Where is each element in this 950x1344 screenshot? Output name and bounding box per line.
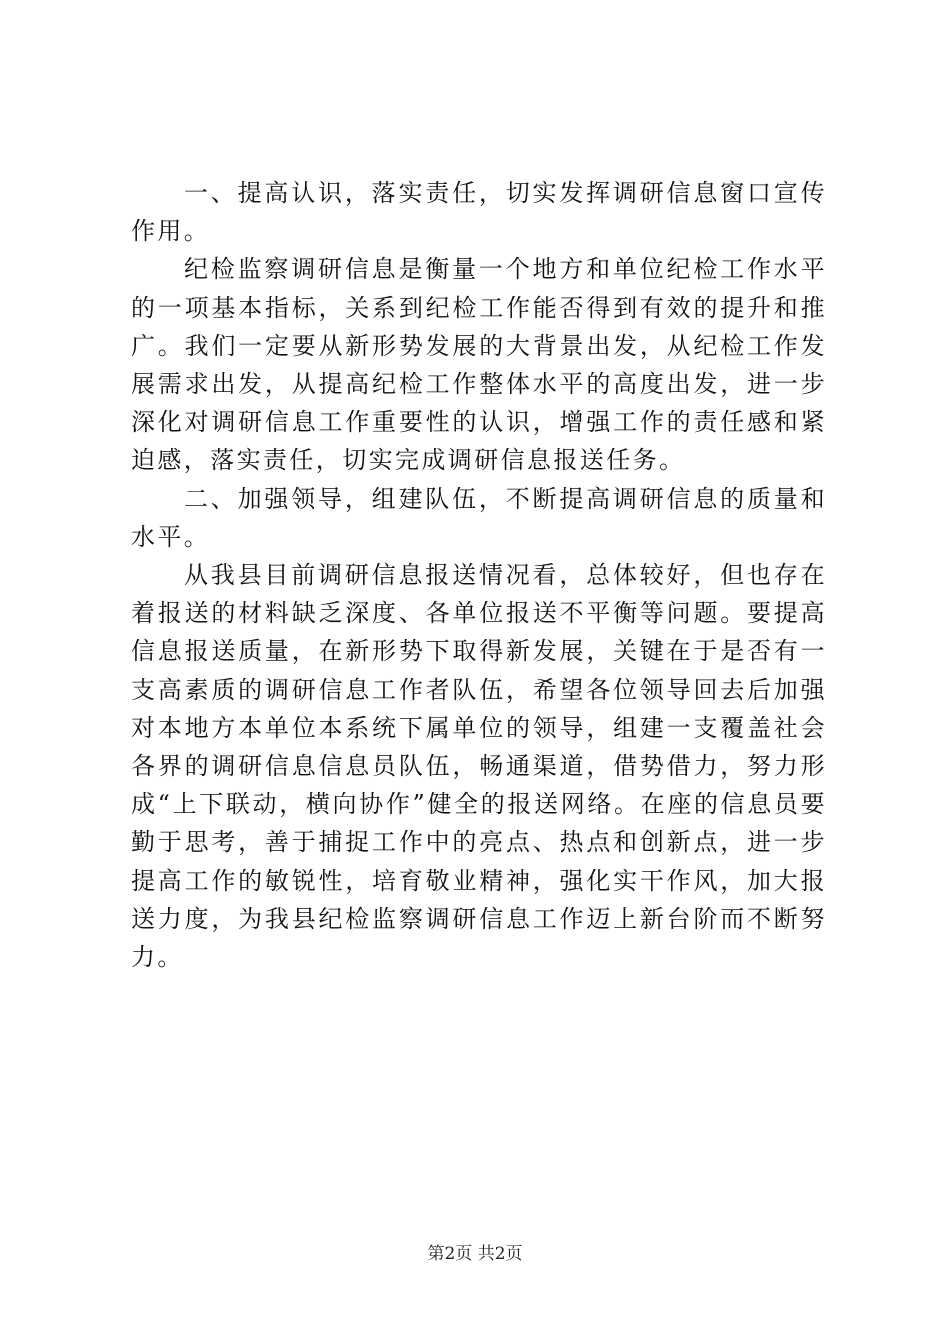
body-paragraph-2: 从我县目前调研信息报送情况看，总体较好，但也存在着报送的材料缺乏深度、各单位报送不平衡等问题。要提高信息报送质量，在新形势下取得新发展，关键在于是否有一支高素质的调研信息工作者队伍，希望各位领导回去后加强对本地方本单位本系统下属单位的领导，组建一支覆盖社会各界的调研信息信息员队伍，畅通渠道，借势借力，努力形成“上下联动，横向协作”健全的报送网络。在座的信息员要勤于思考，善于捕捉工作中的亮点、热点和创新点，进一步提高工作的敏锐性，培育敬业精神，强化实干作风，加大报送力度，为我县纪检监察调研信息工作迈上新台阶而不断努力。: [131, 561, 827, 972]
body-paragraph-1: 纪检监察调研信息是衡量一个地方和单位纪检工作水平的一项基本指标，关系到纪检工作能否得到有效的提升和推广。我们一定要从新形势发展的大背景出发，从纪检工作发展需求出发，从提高纪检工作整体水平的高度出发，进一步深化对调研信息工作重要性的认识，增强工作的责任感和紧迫感，落实责任，切实完成调研信息报送任务。: [131, 255, 827, 475]
section-heading-2: 二、加强领导，组建队伍，不断提高调研信息的质量和水平。: [131, 484, 827, 551]
page-number-footer: 第2页 共2页: [427, 1244, 523, 1264]
section-heading-1: 一、提高认识，落实责任，切实发挥调研信息窗口宣传作用。: [131, 179, 827, 246]
document-body: [131, 174, 827, 976]
